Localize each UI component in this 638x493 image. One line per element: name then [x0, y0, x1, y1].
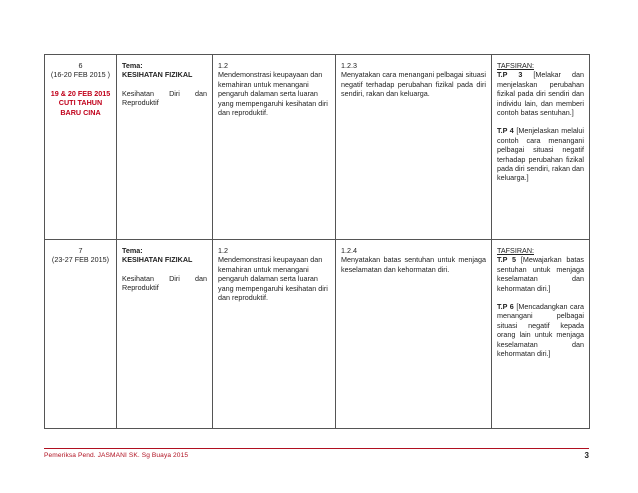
footer-credit: Pemeriksa Pend. JASMANI SK. Sg Buaya 2015	[44, 452, 189, 459]
standard-cell	[213, 240, 336, 429]
week-number: 7	[78, 246, 83, 255]
tema-value: KESIHATAN FIZIKAL	[122, 255, 193, 265]
table-row	[45, 55, 590, 240]
theme-cell	[117, 55, 213, 240]
page-number: 3	[584, 451, 589, 460]
tafsiran-cell	[492, 240, 590, 429]
topic-text: Kesihatan Diri dan Reproduktif	[122, 273, 207, 293]
week-number: 6	[78, 61, 83, 70]
tafsiran-item	[497, 126, 584, 182]
learning-text: Menyatakan cara menangani pelbagai situasi negatif terhadap perubahan fizikal pada diri sendiri, rakan dan keluarga.	[341, 70, 486, 99]
learning-text: Menyatakan batas sentuhan untuk menjaga keselamatan dan kehormatan diri.	[341, 255, 486, 274]
holiday-dates: 19 & 20 FEB 2015	[50, 88, 111, 98]
page-footer	[44, 448, 589, 463]
learning-code: 1.2.4	[341, 246, 357, 255]
tema-label: Tema:	[122, 61, 143, 70]
tafsiran-text: [Menjelaskan melalui contoh cara menangani pelbagai situasi negatif terhadap perubahan fizikal pada diri sendiri, rakan dan keluarga.]	[497, 126, 585, 183]
tema-value: KESIHATAN FIZIKAL	[122, 70, 193, 80]
week-dates: (16-20 FEB 2015 )	[50, 70, 111, 80]
tema-label: Tema:	[122, 246, 143, 255]
tafsiran-item	[497, 70, 584, 117]
tafsiran-label: TAFSIRAN:	[497, 246, 535, 255]
week-cell	[45, 240, 117, 429]
standard-text: Mendemonstrasi keupayaan dan kemahiran untuk menangani pengaruh dalaman serta luaran yang mempengaruhi kesihatan diri dan reproduktif.	[218, 70, 328, 118]
tafsiran-text: [Melakar dan menjelaskan perubahan fizikal pada diri sendiri dan individu lain, dan memberi contoh batas sentuhan.]	[497, 70, 584, 118]
tafsiran-item	[497, 302, 584, 358]
standard-code: 1.2	[218, 246, 228, 255]
tafsiran-text: [Mencadangkan cara menangani pelbagai situasi negatif kepada orang lain untuk menjaga keselamatan dan kehormatan diri.]	[497, 302, 585, 359]
holiday-name: CUTI TAHUN BARU CINA	[58, 98, 103, 117]
tafsiran-level: T.P 5	[497, 255, 517, 265]
week-dates: (23-27 FEB 2015)	[51, 255, 110, 265]
learning-cell	[336, 55, 492, 240]
tafsiran-level: T.P 4	[497, 126, 514, 136]
standard-cell	[213, 55, 336, 240]
theme-cell	[117, 240, 213, 429]
tafsiran-level: T.P 6	[497, 302, 514, 312]
week-cell	[45, 55, 117, 240]
learning-code: 1.2.3	[341, 61, 357, 70]
tafsiran-level: T.P 3	[497, 70, 523, 80]
standard-code: 1.2	[218, 61, 228, 70]
lesson-plan-table	[44, 54, 590, 429]
tafsiran-item	[497, 255, 584, 293]
topic-text: Kesihatan Diri dan Reproduktif	[122, 88, 207, 108]
learning-cell	[336, 240, 492, 429]
tafsiran-cell	[492, 55, 590, 240]
tafsiran-label: TAFSIRAN:	[497, 61, 535, 70]
standard-text: Mendemonstrasi keupayaan dan kemahiran untuk menangani pengaruh dalaman serta luaran yang mempengaruhi kesihatan diri dan reproduktif.	[218, 255, 328, 303]
table-row	[45, 240, 590, 429]
tafsiran-text: [Mewajarkan batas sentuhan untuk menjaga keselamatan dan kehormatan diri.]	[497, 255, 585, 293]
